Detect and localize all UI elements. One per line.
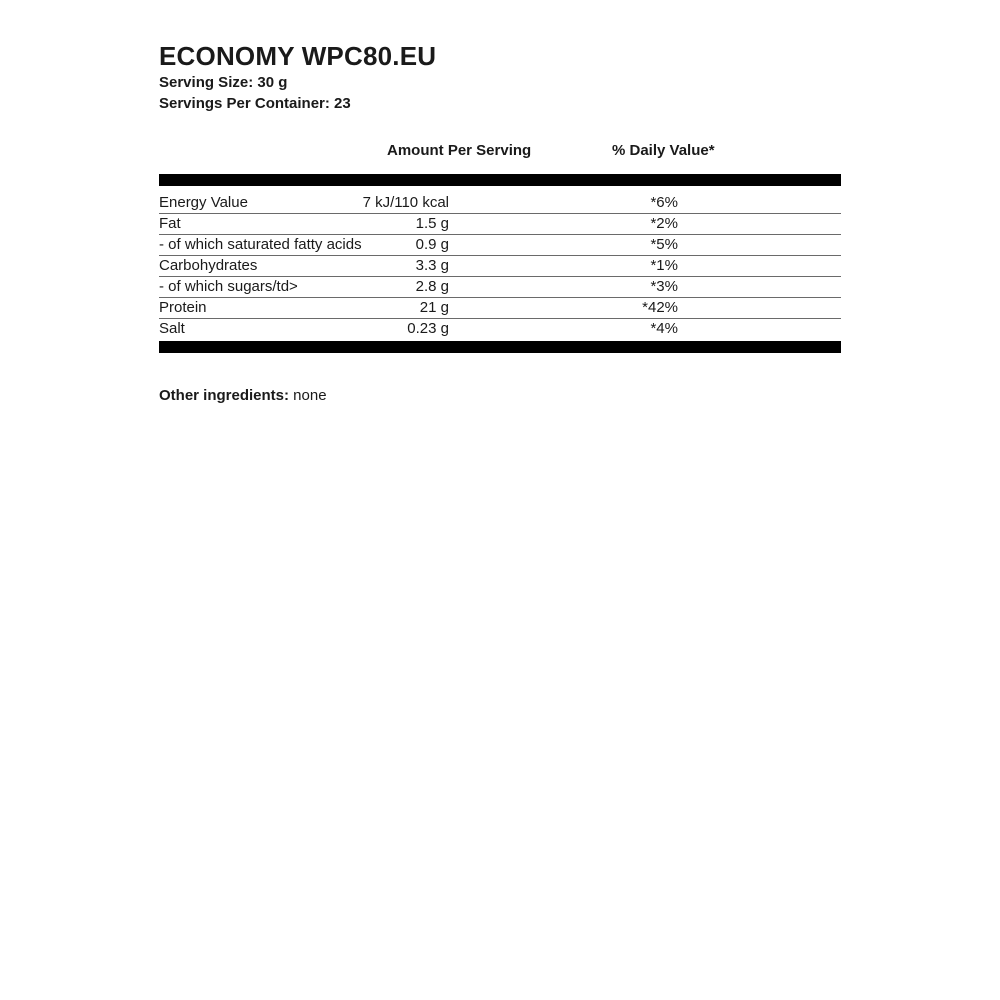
nutrient-row-carbohydrates bbox=[159, 256, 841, 277]
nutrient-amount: 0.23 g bbox=[407, 320, 449, 337]
nutrient-daily-value: *4% bbox=[650, 320, 678, 337]
nutrient-daily-value: *3% bbox=[650, 278, 678, 295]
nutrient-name: Carbohydrates bbox=[159, 257, 258, 274]
product-title: ECONOMY WPC80.EU bbox=[159, 41, 437, 71]
nutrient-daily-value: *6% bbox=[650, 194, 678, 211]
nutrient-name: Energy Value bbox=[159, 194, 248, 211]
nutrient-daily-value: *1% bbox=[650, 257, 678, 274]
top-divider-bar bbox=[159, 174, 841, 186]
nutrient-amount: 0.9 g bbox=[415, 236, 449, 253]
amount-per-serving-header: Amount Per Serving bbox=[387, 142, 532, 159]
nutrient-daily-value: *2% bbox=[650, 215, 678, 232]
nutrient-name: - of which saturated fatty acids bbox=[159, 236, 362, 253]
nutrient-name: Protein bbox=[159, 299, 207, 316]
nutrient-daily-value: *42% bbox=[642, 299, 678, 316]
column-headers bbox=[159, 142, 841, 166]
nutrient-amount: 21 g bbox=[419, 299, 449, 316]
servings-per-container: Servings Per Container: 23 bbox=[159, 95, 351, 112]
nutrient-daily-value: *5% bbox=[650, 236, 678, 253]
nutrient-row-sugars bbox=[159, 277, 841, 298]
other-ingredients-value: none bbox=[289, 387, 327, 404]
nutrient-name: Salt bbox=[159, 320, 185, 337]
bottom-divider-bar bbox=[159, 341, 841, 353]
nutrient-name: - of which sugars/td> bbox=[159, 278, 298, 295]
nutrition-label bbox=[159, 40, 841, 406]
nutrient-row-protein bbox=[159, 298, 841, 319]
nutrient-amount: 3.3 g bbox=[415, 257, 449, 274]
nutrient-row-energy bbox=[159, 193, 841, 214]
nutrient-table bbox=[159, 193, 841, 339]
nutrient-amount: 2.8 g bbox=[415, 278, 449, 295]
nutrient-name: Fat bbox=[159, 215, 181, 232]
nutrient-row-salt bbox=[159, 319, 841, 339]
serving-size: Serving Size: 30 g bbox=[159, 74, 288, 91]
daily-value-header: % Daily Value* bbox=[612, 142, 715, 159]
nutrient-row-saturated-fat bbox=[159, 235, 841, 256]
nutrient-amount: 1.5 g bbox=[415, 215, 449, 232]
nutrient-row-fat bbox=[159, 214, 841, 235]
other-ingredients-label: Other ingredients: bbox=[159, 387, 290, 404]
other-ingredients bbox=[159, 386, 841, 406]
nutrient-amount: 7 kJ/110 kcal bbox=[362, 194, 449, 211]
